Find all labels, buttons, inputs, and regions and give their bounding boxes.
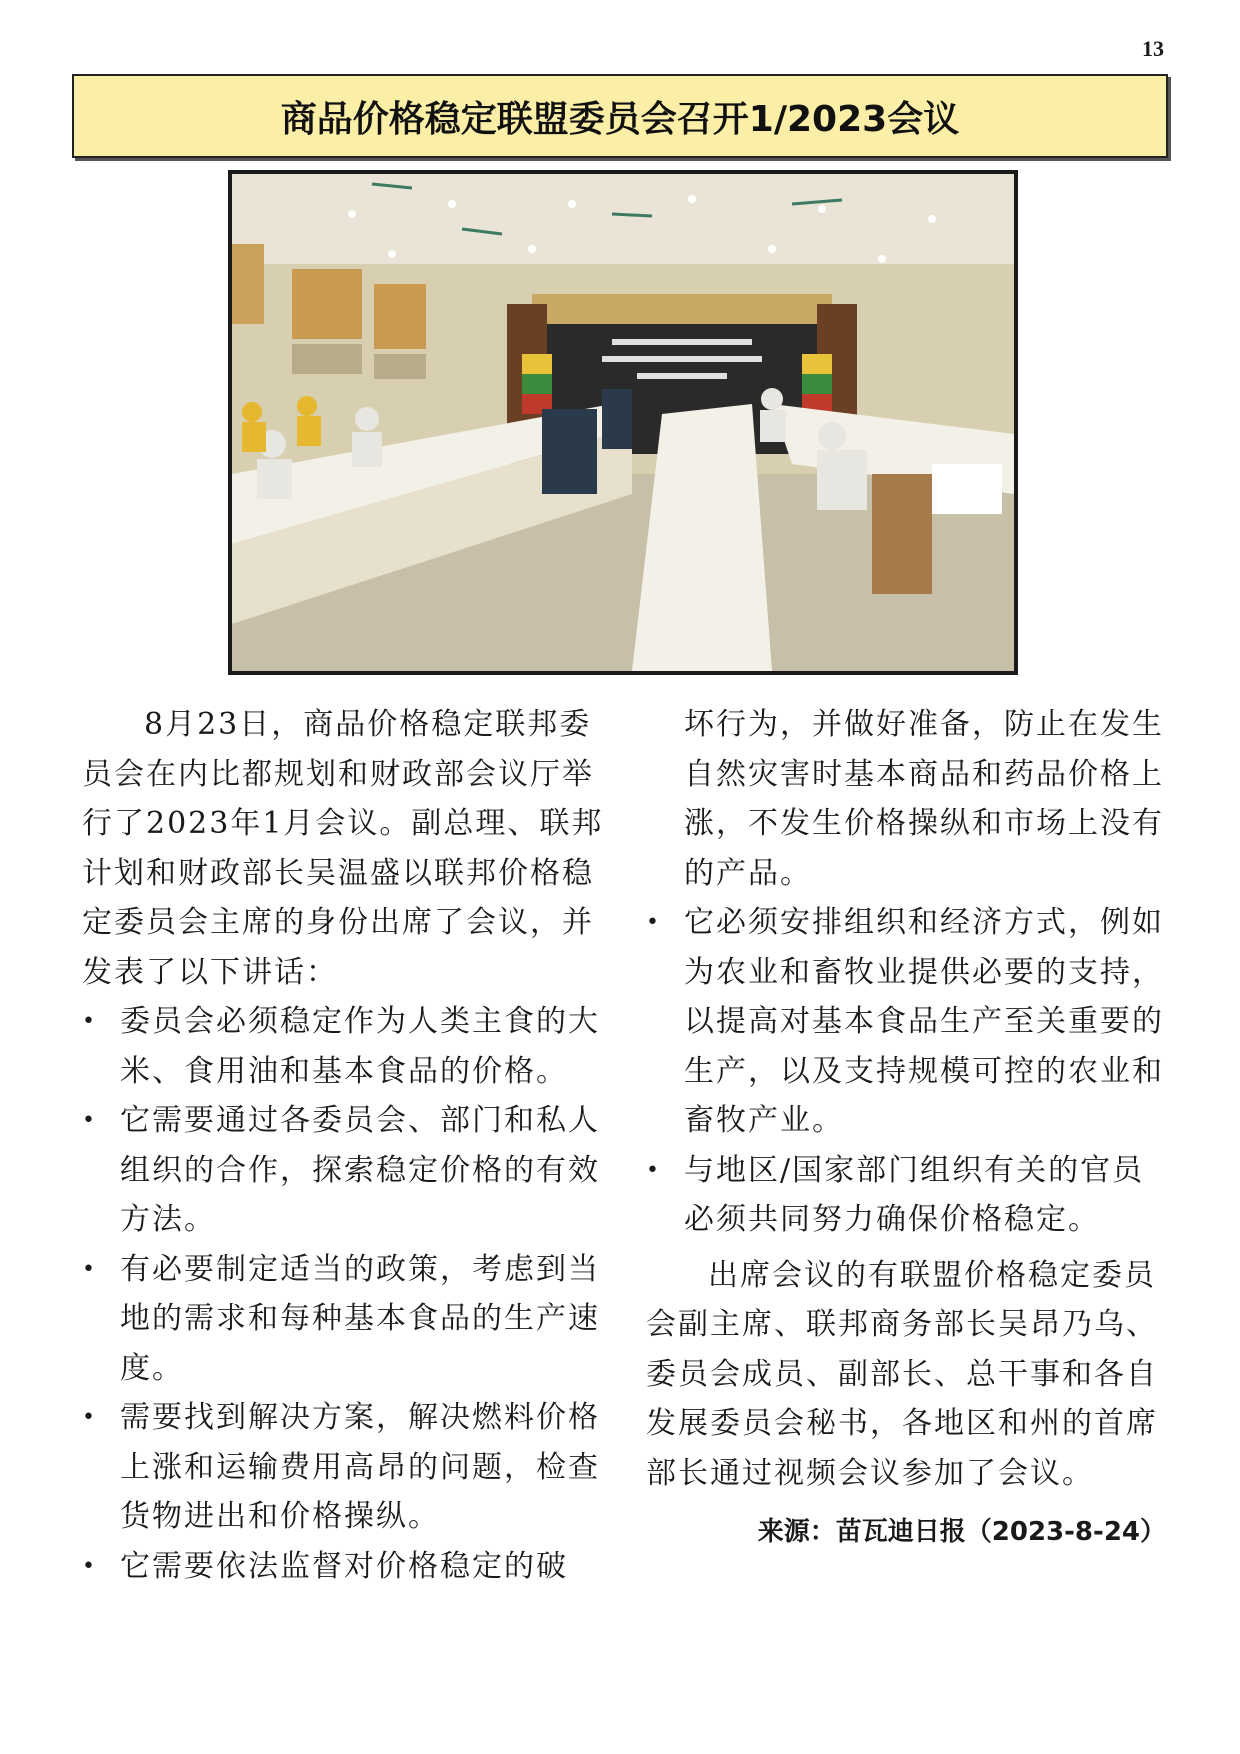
list-item: • 与地区/国家部门组织有关的官员必须共同努力确保价格稳定。 xyxy=(646,1146,1166,1245)
bullet-icon: • xyxy=(82,1009,97,1034)
bullet-icon: • xyxy=(646,1157,661,1183)
right-column xyxy=(646,700,1166,1558)
list-item: • 它必须安排组织和经济方式，例如为农业和畜牧业提供必要的支持，以提高对基本食品生产至关重要的生产，以及支持规模可控的农业和畜牧产业。 xyxy=(646,898,1166,1146)
meeting-photo xyxy=(228,170,1018,675)
bullet-list-right xyxy=(646,898,1166,1245)
list-item: • 委员会必须稳定作为人类主食的大米、食用油和基本食品的价格。 xyxy=(82,997,612,1096)
intro-paragraph: 8月23日，商品价格稳定联邦委员会在内比都规划和财政部会议厅举行了2023年1月会议。副总理、联邦计划和财政部长吴温盛以联邦价格稳定委员会主席的身份出席了会议，并发表了以下讲话： xyxy=(82,707,604,990)
list-item: • 它需要通过各委员会、部门和私人组织的合作，探索稳定价格的有效方法。 xyxy=(82,1096,612,1245)
bullet-icon: • xyxy=(646,910,661,935)
bullet-icon: • xyxy=(82,1108,97,1133)
bullet-icon: • xyxy=(82,1256,97,1282)
list-item: • 有必要制定适当的政策，考虑到当地的需求和每种基本食品的生产速度。 xyxy=(82,1245,612,1394)
title-banner xyxy=(72,74,1168,158)
closing-paragraph: 出席会议的有联盟价格稳定委员会副主席、联邦商务部长吴昂乃乌、委员会成员、副部长、总干事和各自发展委员会秘书，各地区和州的首席部长通过视频会议参加了会议。 xyxy=(646,1257,1158,1491)
bullet-list-left xyxy=(82,997,612,1591)
left-column xyxy=(82,700,612,1591)
page-title: 商品价格稳定联盟委员会召开1/2023会议 xyxy=(280,98,960,140)
bullet-icon: • xyxy=(82,1553,97,1579)
continuation-paragraph: 坏行为，并做好准备，防止在发生自然灾害时基本商品和药品价格上涨，不发生价格操纵和市场上没有的产品。 xyxy=(684,707,1164,891)
list-item: • 需要找到解决方案，解决燃料价格上涨和运输费用高昂的问题，检查货物进出和价格操纵。 xyxy=(82,1393,612,1542)
page-number: 13 xyxy=(1142,36,1164,61)
bullet-icon: • xyxy=(82,1405,97,1430)
source-citation: 来源：苗瓦迪日报（2023-8-24） xyxy=(757,1517,1166,1547)
list-item: • 它需要依法监督对价格稳定的破 xyxy=(82,1542,612,1592)
